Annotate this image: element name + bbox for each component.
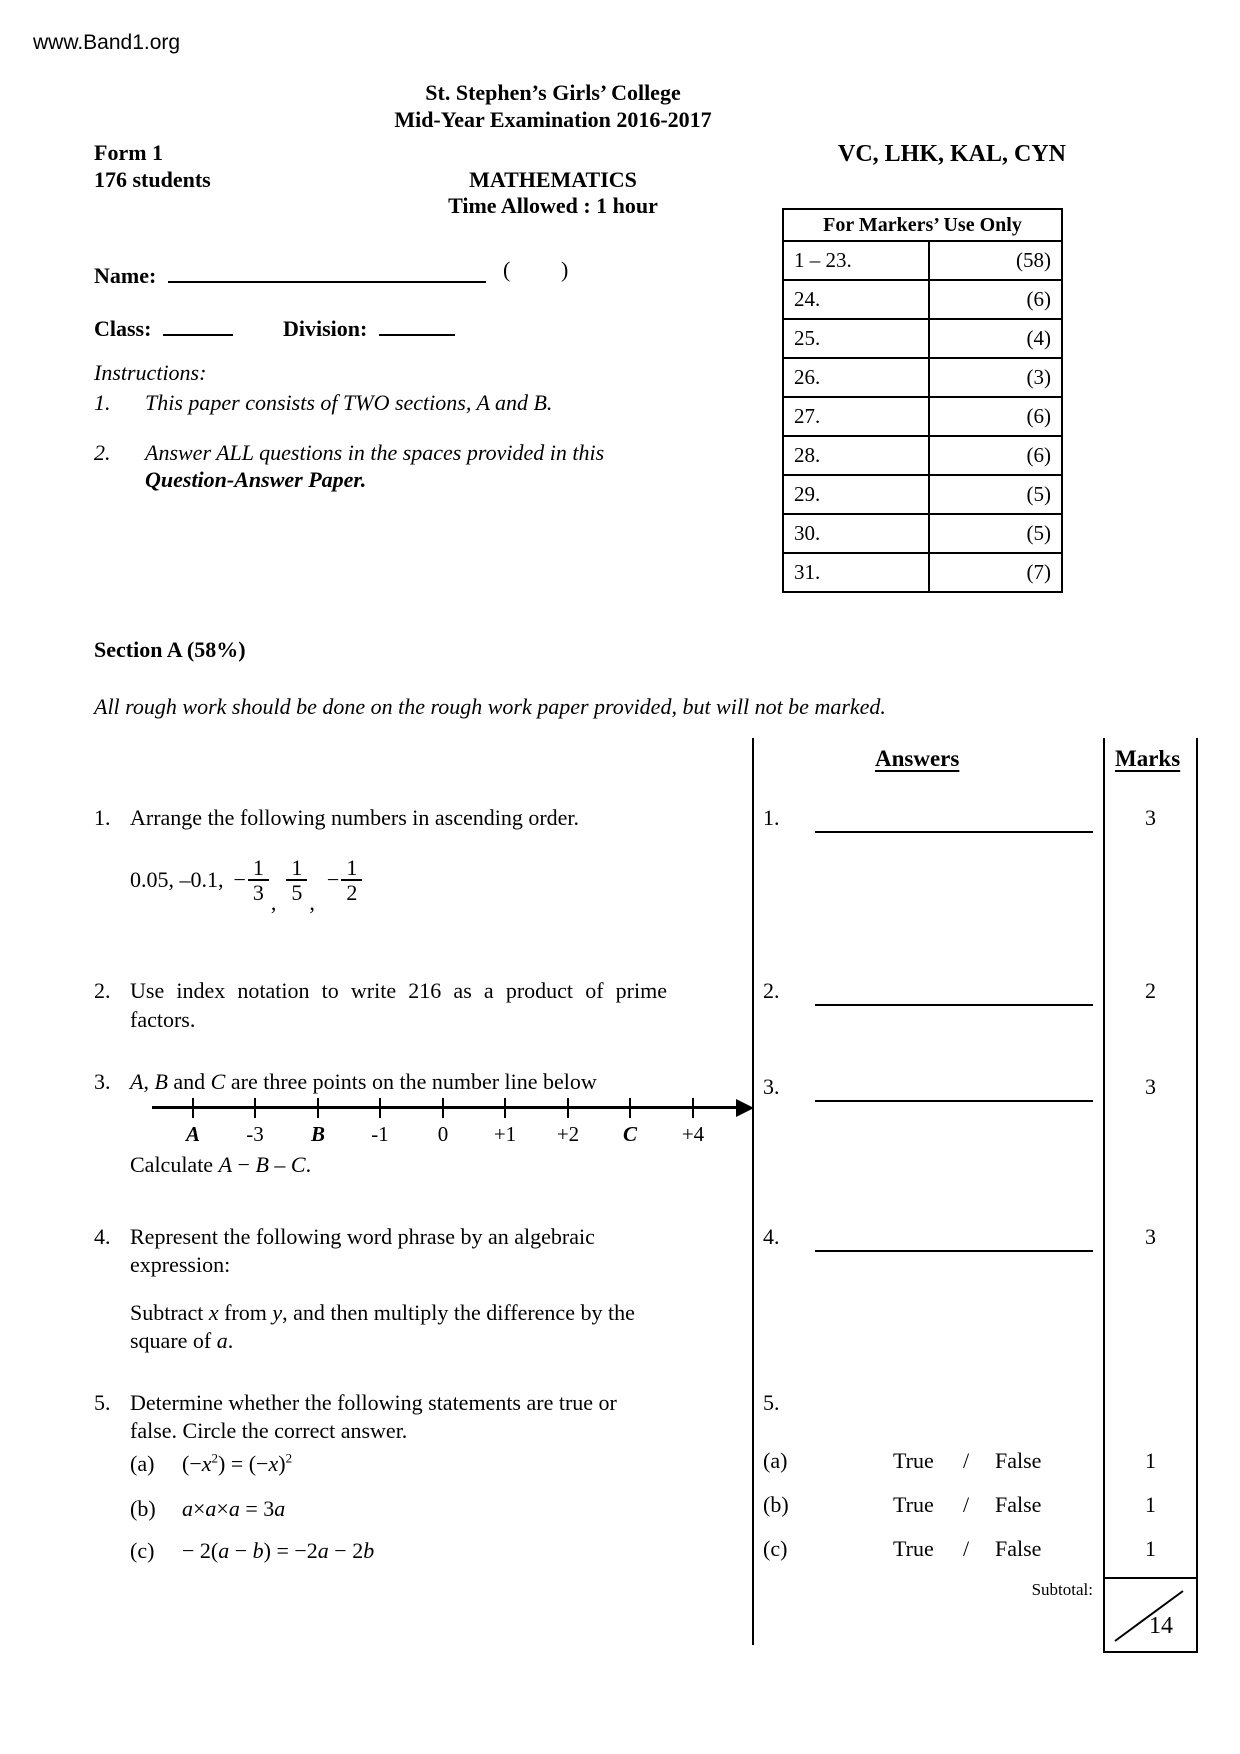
answer-blank-4[interactable] [815,1250,1093,1252]
question-2-line2: factors. [130,1007,196,1032]
answer-number: 4. [763,1224,780,1249]
marks-value: 1 [1145,1492,1156,1517]
school-title: St. Stephen’s Girls’ College [425,80,681,105]
fraction-sign: − [326,867,340,892]
fraction-one-half: $\frac{1}{2}$ [341,856,362,904]
marks-value: 2 [1145,978,1156,1003]
section-a-title: Section A (58%) [94,637,246,662]
question-number: 5. [94,1390,111,1415]
number-line-tick [567,1098,569,1118]
marks-value: 3 [1145,1074,1156,1099]
class-label: Class: [94,316,152,341]
answer-number: 5. [763,1390,780,1415]
instructions-title: Instructions: [94,360,207,385]
marks-cell: (4) [929,319,1062,358]
tick-label: 0 [437,1122,449,1146]
tick-label: -1 [371,1122,389,1146]
marks-value: 1 [1145,1448,1156,1473]
name-label: Name: [94,263,157,288]
fraction-sign: − [233,867,246,892]
instruction-item-bold-text: Question-Answer Paper. [145,467,367,492]
point-c-label: C [622,1122,637,1146]
instruction-item-number: 1. [94,390,111,415]
tick-label: +2 [556,1122,580,1146]
division-blank[interactable] [379,310,455,336]
statement-a-label: (a) [130,1451,155,1476]
question-range: 1 – 23. [783,241,929,280]
marks-cell: (58) [929,241,1062,280]
class-blank[interactable] [163,310,233,336]
tick-label: +1 [493,1122,517,1146]
question-range: 25. [783,319,929,358]
marks-cell: (6) [929,280,1062,319]
fraction-one-fifth: $\frac{1}{5}$ [286,856,307,904]
number-line-arrow [736,1099,754,1117]
statement-c-label: (c) [130,1538,155,1563]
answer-blank-1[interactable] [815,831,1093,833]
table-row [783,553,1062,592]
true-option[interactable]: True [893,1536,934,1561]
table-row [783,241,1062,280]
question-range: 29. [783,475,929,514]
true-option[interactable]: True [893,1448,934,1473]
number-line [152,1106,738,1109]
marks-cell: (5) [929,475,1062,514]
exam-title: Mid-Year Examination 2016-2017 [394,107,712,132]
comma: , [270,890,277,915]
question-5-line2: false. Circle the correct answer. [130,1418,408,1443]
number-line-tick [692,1098,694,1118]
form-label: Form 1 [94,140,164,165]
answers-divider-line [752,738,754,1645]
number-line-tick [629,1098,631,1118]
statement-c-expression: − 2(a − b) = −2a − 2b [182,1538,375,1563]
answer-number: 3. [763,1074,780,1099]
tf-slash: / [963,1492,970,1517]
marks-cell: (6) [929,436,1062,475]
class-number-paren-open: ( [503,257,511,282]
false-option[interactable]: False [995,1448,1042,1473]
question-4-phrase-line1: Subtract x from y, and then multiply the difference by the [130,1300,635,1325]
subtotal-label: Subtotal: [1031,1580,1093,1599]
point-a-label: A [185,1122,200,1146]
question-number: 2. [94,978,111,1003]
table-row [783,475,1062,514]
answers-column-header: Answers [875,746,960,771]
table-row [783,436,1062,475]
false-option[interactable]: False [995,1492,1042,1517]
question-1-text: Arrange the following numbers in ascending order. [130,805,580,830]
setters-initials: VC, LHK, KAL, CYN [838,141,1067,167]
question-range: 26. [783,358,929,397]
subtotal-total: 14 [1149,1613,1173,1639]
question-3-calc: Calculate A − B – C. [130,1152,312,1177]
instruction-item-text: This paper consists of TWO sections, A and B. [145,390,553,415]
marks-value: 1 [1145,1536,1156,1561]
division-label: Division: [283,316,368,341]
number-list-prefix: 0.05, –0.1, [130,867,224,892]
question-range: 28. [783,436,929,475]
tf-item-label: (b) [763,1492,789,1517]
question-4-line1: Represent the following word phrase by an algebraic [130,1224,595,1249]
marks-cell: (5) [929,514,1062,553]
question-range: 27. [783,397,929,436]
question-number: 1. [94,805,111,830]
number-line-tick [504,1098,506,1118]
students-count: 176 students [94,167,211,192]
table-row [783,280,1062,319]
marks-column-header: Marks [1115,746,1181,771]
question-5-line1: Determine whether the following statements are true or [130,1390,617,1415]
question-1-numbers [130,844,362,916]
rough-work-note: All rough work should be done on the rough work paper provided, but will not be marked. [94,694,886,719]
question-number: 4. [94,1224,111,1249]
markers-table [782,208,1063,593]
answer-blank-3[interactable] [815,1100,1093,1102]
tf-slash: / [963,1448,970,1473]
instruction-item-number: 2. [94,440,111,465]
true-option[interactable]: True [893,1492,934,1517]
time-allowed: Time Allowed : 1 hour [448,193,658,218]
table-row [783,319,1062,358]
subtotal-box[interactable] [1103,1577,1198,1653]
marks-value: 3 [1145,1224,1156,1249]
number-line-tick [254,1098,256,1118]
number-line-tick [379,1098,381,1118]
answer-blank-2[interactable] [815,1004,1093,1006]
question-4-line2: expression: [130,1252,231,1277]
marks-value: 3 [1145,805,1156,830]
point-b-label: B [310,1122,325,1146]
markers-table-title: For Markers’ Use Only [783,209,1062,241]
tf-slash: / [963,1536,970,1561]
marks-cell: (6) [929,397,1062,436]
answer-number: 2. [763,978,780,1003]
table-row [783,514,1062,553]
class-number-paren-close: ) [561,257,569,282]
number-line-tick [442,1098,444,1118]
question-range: 30. [783,514,929,553]
question-number: 3. [94,1069,111,1094]
question-2-line1: Use index notation to write 216 as a product of prime [130,978,667,1003]
subject-title: MATHEMATICS [469,167,637,192]
question-range: 24. [783,280,929,319]
statement-a-expression: $(-x^2) = (-x)^2$ [182,1450,293,1476]
number-line-tick [192,1098,194,1118]
answer-number: 1. [763,805,780,830]
marks-cell: (3) [929,358,1062,397]
fraction-one-third: $\frac{1}{3}$ [248,856,269,904]
question-3-text: A, B and C are three points on the number line below [130,1069,597,1094]
tick-label: -3 [246,1122,264,1146]
question-4-phrase-line2: square of a. [130,1328,234,1353]
tf-item-label: (a) [763,1448,788,1473]
question-range: 31. [783,553,929,592]
table-row [783,358,1062,397]
statement-b-expression: a×a×a = 3a [182,1496,286,1521]
table-row [783,397,1062,436]
number-line-tick [317,1098,319,1118]
site-watermark: www.Band1.org [33,31,181,54]
instruction-item-text: Answer ALL questions in the spaces provided in this [145,440,605,465]
marks-cell: (7) [929,553,1062,592]
statement-b-label: (b) [130,1496,156,1521]
name-blank[interactable] [168,257,486,283]
comma: , [309,890,315,915]
false-option[interactable]: False [995,1536,1042,1561]
tick-label: +4 [681,1122,705,1146]
tf-item-label: (c) [763,1536,788,1561]
